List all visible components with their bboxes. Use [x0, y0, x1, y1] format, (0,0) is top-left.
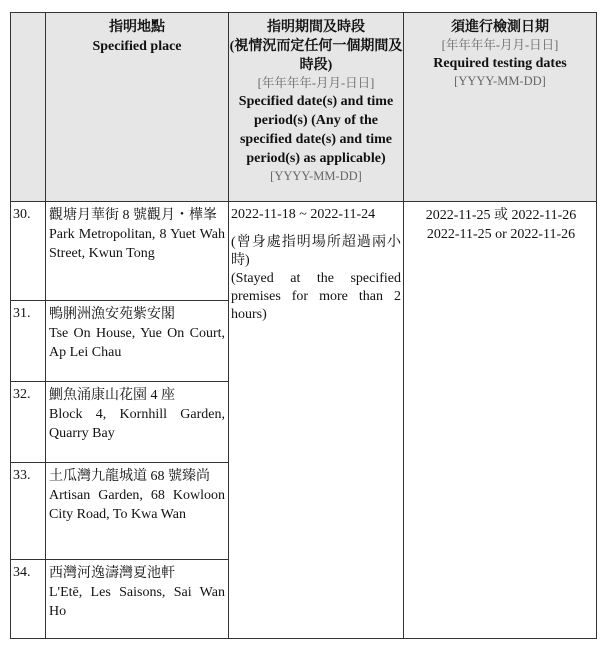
row-divider: [11, 381, 228, 382]
place-zh: 鰂魚涌康山花園 4 座: [49, 388, 175, 403]
row-number: 31.: [13, 306, 31, 321]
header-testing-format-en: [YYYY-MM-DD]: [454, 74, 546, 88]
place-zh: 鴨脷洲漁安苑紫安閣: [49, 307, 175, 322]
column-divider: [45, 13, 46, 638]
testing-dates-zh: 2022-11-25 或 2022-11-26: [425, 208, 577, 223]
column-divider: [403, 13, 404, 638]
period-range: 2022-11-18 ~ 2022-11-24: [231, 207, 376, 222]
place-zh: 土瓜灣九龍城道 68 號臻尚: [49, 469, 210, 484]
header-place-en: Specified place: [92, 39, 182, 54]
testing-dates-cell: [406, 206, 596, 244]
period-cell: [231, 206, 401, 324]
header-period-format-en: [YYYY-MM-DD]: [270, 169, 362, 183]
header-period-zh-note: (視情況而定任何一個期間及時段): [229, 39, 403, 73]
place-cell: [49, 564, 225, 621]
period-note-en: (Stayed at the specified premises for more than 2 hours): [231, 271, 401, 322]
header-period-format-zh: [年年年年-月月-日日]: [257, 76, 375, 90]
row-number: 30.: [13, 207, 31, 222]
testing-notice-table: [10, 12, 597, 639]
place-en: L'Etē, Les Saisons, Sai Wan Ho: [49, 585, 225, 619]
header-period-en: Specified date(s) and time period(s) (Any of the specified date(s) and time period(s) as applicable): [238, 94, 394, 166]
place-cell: [49, 386, 225, 443]
place-en: Tse On House, Yue On Court, Ap Lei Chau: [49, 326, 225, 360]
place-en: Block 4, Kornhill Garden, Quarry Bay: [49, 407, 225, 441]
header-testing-zh: 須進行檢測日期: [451, 20, 549, 35]
place-en: Park Metropolitan, 8 Yuet Wah Street, Kwun Tong: [49, 227, 225, 261]
header-testing-format-zh: [年年年年-月月-日日]: [441, 38, 559, 52]
place-cell: [49, 467, 225, 524]
place-cell: [49, 305, 225, 362]
place-zh: 觀塘月華街 8 號觀月・樺峯: [49, 208, 217, 223]
header-testing-en: Required testing dates: [433, 56, 567, 71]
row-divider: [11, 300, 228, 301]
place-zh: 西灣河逸濤灣夏池軒: [49, 566, 175, 581]
place-cell: [49, 206, 225, 263]
row-number: 33.: [13, 468, 31, 483]
place-en: Artisan Garden, 68 Kowloon City Road, To Kwa Wan: [49, 488, 225, 522]
row-number: 34.: [13, 565, 31, 580]
testing-dates-en: 2022-11-25 or 2022-11-26: [426, 227, 576, 242]
header-place: [46, 18, 228, 56]
period-note-zh: (曾身處指明場所超過兩小時): [231, 235, 401, 268]
row-divider: [11, 559, 228, 560]
row-number: 32.: [13, 387, 31, 402]
header-divider: [11, 201, 596, 202]
header-period-zh: 指明期間及時段: [267, 20, 365, 35]
row-divider: [11, 462, 228, 463]
header-period: [229, 18, 403, 185]
header-testing: [404, 18, 596, 90]
header-place-zh: 指明地點: [109, 20, 165, 35]
